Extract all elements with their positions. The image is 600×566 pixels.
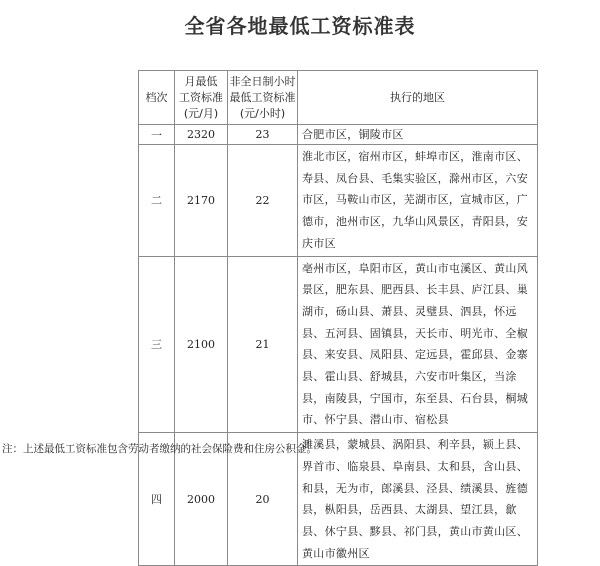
- header-hourly-standard: [228, 71, 298, 125]
- hourly-wage-cell: 20: [228, 433, 298, 566]
- rank-cell: 二: [139, 145, 175, 257]
- table-row: [139, 256, 538, 433]
- monthly-wage-cell: 2000: [175, 433, 228, 566]
- hourly-wage-cell: 23: [228, 125, 298, 145]
- table-header-row: [139, 71, 538, 125]
- page-title: 全省各地最低工资标准表: [184, 14, 416, 38]
- header-hourly-line1: 非全日制小时: [229, 74, 296, 88]
- footnote: 注：上述最低工资标准包含劳动者缴纳的社会保险费和住房公积金。: [2, 443, 317, 455]
- header-monthly-standard: [175, 71, 228, 125]
- header-rank: 档次: [139, 71, 175, 125]
- rank-cell: 三: [139, 256, 175, 433]
- table-row: [139, 125, 538, 145]
- areas-cell: 合肥市区，铜陵市区: [298, 125, 538, 145]
- areas-cell: 濉溪县，蒙城县、涡阳县、利辛县，颍上县、界首市、临泉县、阜南县、太和县，含山县、和县，无为市，郎溪县、泾县、绩溪县、旌德县，枞阳县，岳西县、太湖县、望江县，歙县、休宁县、黟县、祁门县，黄山市黄山区、黄山市徽州区: [298, 433, 538, 566]
- header-monthly-line2: 工资标准: [179, 90, 223, 104]
- rank-cell: 四: [139, 433, 175, 566]
- header-monthly-line3: (元/月): [183, 106, 219, 120]
- header-areas: 执行的地区: [298, 71, 538, 125]
- areas-cell: 亳州市区，阜阳市区，黄山市屯溪区、黄山风景区，肥东县、肥西县、长丰县、庐江县、巢湖市，砀山县、萧县、灵璧县、泗县，怀远县、五河县、固镇县，天长市、明光市、全椒县、来安县、凤阳县、定远县，霍邱县、金寨县、霍山县、舒城县，六安市叶集区，当涂县，南陵县，宁国市，东至县、石台县，桐城市、怀宁县、潜山市、宿松县: [298, 256, 538, 433]
- header-hourly-line2: 最低工资标准: [229, 90, 296, 104]
- hourly-wage-cell: 22: [228, 145, 298, 257]
- areas-cell: 淮北市区，宿州市区，蚌埠市区，淮南市区、寿县、凤台县、毛集实验区，滁州市区，六安市区，马鞍山市区，芜湖市区，宣城市区，广德市，池州市区，九华山风景区，青阳县，安庆市区: [298, 145, 538, 257]
- table-row: [139, 145, 538, 257]
- monthly-wage-cell: 2100: [175, 256, 228, 433]
- rank-cell: 一: [139, 125, 175, 145]
- header-hourly-line3: (元/小时): [239, 106, 286, 120]
- hourly-wage-cell: 21: [228, 256, 298, 433]
- monthly-wage-cell: 2320: [175, 125, 228, 145]
- header-monthly-line1: 月最低: [184, 74, 218, 88]
- minimum-wage-table: [138, 70, 538, 566]
- monthly-wage-cell: 2170: [175, 145, 228, 257]
